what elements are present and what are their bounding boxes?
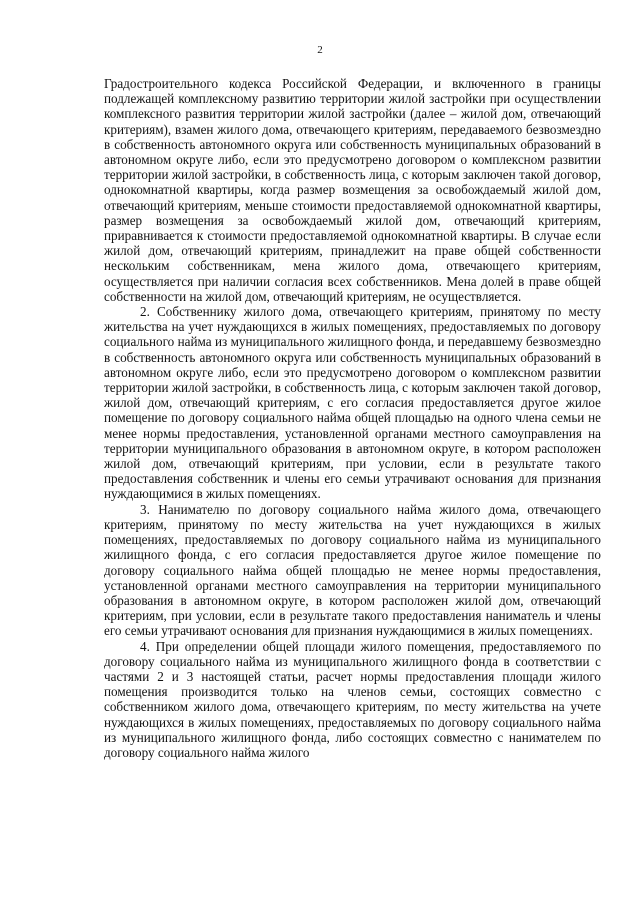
document-body: [104, 76, 601, 760]
paragraph-2: 2. Собственнику жилого дома, отвечающего критериям, принятому по месту жительства на учет нуждающихся в жилых помещениях, предоставляемых по договору социального найма из муниципального жилищного фонда, и передавшему безвозмездно в собственность автономного округа или собственность муниципальных образований в автономном округе либо, если это предусмотрено договором о комплексном развитии территории жилой застройки, в собственность лица, с которым заключен такой договор, жилой дом, отвечающий критериям, с его согласия предоставляется другое жилое помещение по договору социального найма общей площадью на одного члена семьи не менее нормы предоставления, установленной органами местного самоуправления на территории муниципального образования в автономном округе, в котором расположен жилой дом, отвечающий критериям, при условии, если в результате такого предоставления собственник и члены его семьи утрачивают основания для признания нуждающимися в жилых помещениях.: [104, 304, 601, 502]
paragraph-4: 4. При определении общей площади жилого помещения, предоставляемого по договору социального найма из муниципального жилищного фонда в соответствии с частями 2 и 3 настоящей статьи, расчет нормы предоставления площади жилого помещения производится только на членов семьи, состоящих совместно с собственником жилого дома, отвечающего критериям, по месту жительства на учете нуждающихся в жилых помещениях, предоставляемых по договору социального найма из муниципального жилищного фонда, либо состоящих совместно с нанимателем по договору социального найма жилого: [104, 638, 601, 760]
page-number: 2: [317, 44, 323, 56]
paragraph-continuation: Градостроительного кодекса Российской Федерации, и включенного в границы подлежащей комплексному развитию территории жилой застройки при осуществлении комплексного развития территории жилой застройки (далее – жилой дом, отвечающий критериям), взамен жилого дома, отвечающего критериям, передаваемого безвозмездно в собственность автономного округа или собственность муниципальных образований в автономном округе либо, если это предусмотрено договором о комплексном развитии территории жилой застройки, в собственность лица, с которым заключен такой договор, однокомнатной квартиры, когда размер возмещения за освобождаемый жилой дом, отвечающий критериям, меньше стоимости предоставляемой однокомнатной квартиры, размер возмещения за освобождаемый жилой дом, отвечающий критериям, приравнивается к стоимости предоставляемой однокомнатной квартиры. В случае если жилой дом, отвечающий критериям, принадлежит на праве общей собственности нескольким собственникам, мена жилого дома, отвечающего критериям, осуществляется при наличии согласия всех собственников. Мена долей в праве общей собственности на жилой дом, отвечающий критериям, не осуществляется.: [104, 76, 601, 304]
paragraph-3: 3. Нанимателю по договору социального найма жилого дома, отвечающего критериям, принятому по месту жительства на учет нуждающихся в жилых помещениях, предоставляемых по договору социального найма из муниципального жилищного фонда, с его согласия предоставляется другое жилое помещение по договору социального найма общей площадью не менее нормы предоставления, установленной органами местного самоуправления на территории муниципального образования в автономном округе, в котором расположен жилой дом, отвечающий критериям, при условии, если в результате такого предоставления наниматель и члены его семьи утрачивают основания для признания нуждающимися в жилых помещениях.: [104, 501, 601, 639]
